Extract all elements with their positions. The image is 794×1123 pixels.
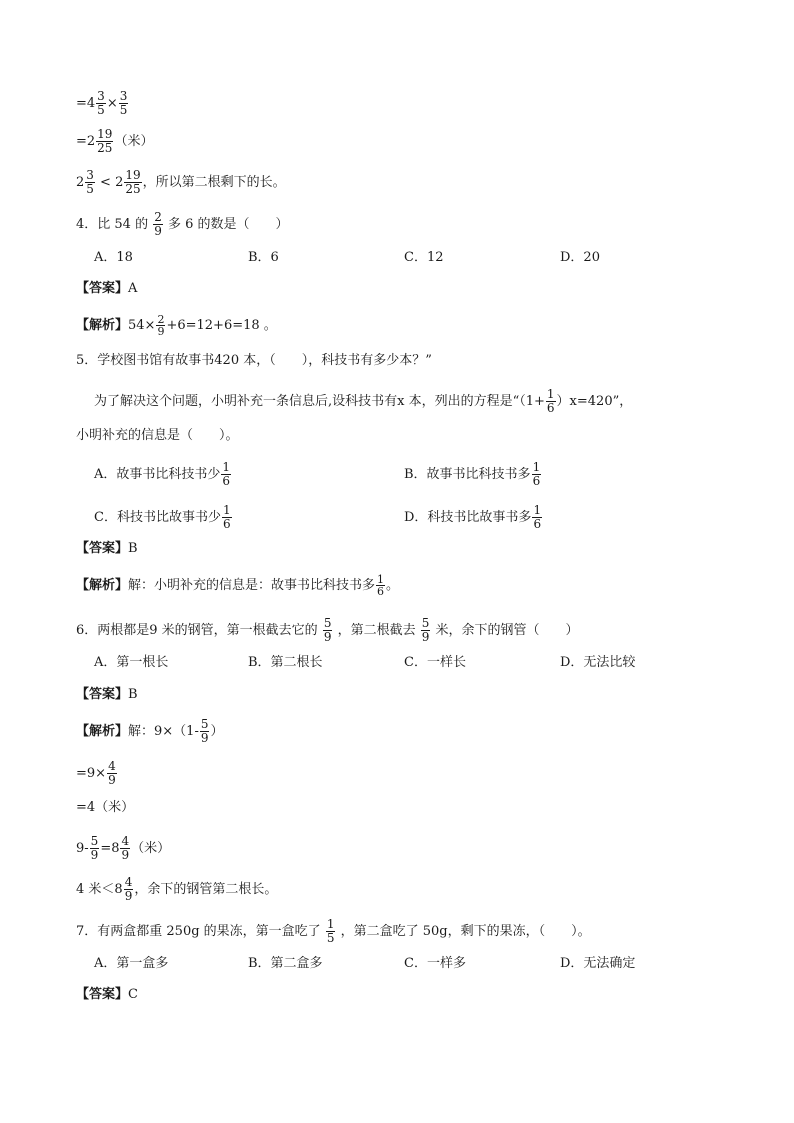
calc-line-1 [76, 90, 129, 117]
q6-answer [76, 686, 138, 704]
q7-option-d[interactable]: D．无法确定 [560, 956, 636, 971]
q5-option-a[interactable] [94, 461, 232, 488]
q6-option-b[interactable]: B．第二根长 [248, 655, 323, 670]
answer-tag: 【答案】 [76, 281, 129, 296]
q6-analysis-1 [76, 718, 224, 745]
fraction [124, 876, 134, 903]
fraction [119, 90, 129, 117]
fraction-denominator: 25 [125, 182, 141, 196]
analysis-tag: 【解析】 [76, 724, 129, 739]
question-6-stem [76, 617, 579, 644]
q5-option-d[interactable] [404, 504, 543, 531]
fraction-numerator: 1 [377, 573, 385, 586]
fraction-denominator: 9 [90, 848, 99, 862]
q4-option-d[interactable]: D．20 [560, 250, 600, 265]
fraction-numerator: 1 [533, 503, 542, 517]
q4-answer [76, 280, 137, 298]
option-label: B．故事书比科技书多 [404, 467, 531, 482]
option-label: C．科技书比故事书少 [94, 510, 221, 525]
calc-text: =2 [76, 134, 96, 149]
q4-option-c[interactable]: C．12 [404, 250, 444, 265]
question-text: ，第二盒吃了 50g，剩下的果冻，（ ）。 [340, 924, 591, 939]
fraction-denominator: 5 [119, 103, 128, 117]
q7-answer [76, 986, 138, 1004]
fraction [153, 211, 163, 238]
fraction-denominator: 6 [222, 474, 231, 488]
option-label: D．科技书比故事书多 [404, 510, 532, 525]
fraction [156, 314, 165, 337]
calc-text: 2 [76, 175, 85, 190]
analysis-text: 。 [386, 578, 400, 593]
question-5-line-3: 小明补充的信息是（ ）。 [76, 428, 239, 443]
q6-option-c[interactable]: C．一样长 [404, 655, 466, 670]
fraction-numerator: 1 [532, 460, 541, 474]
option-label: A．故事书比科技书少 [94, 467, 221, 482]
fraction-denominator: 6 [222, 517, 231, 531]
question-7-stem [76, 918, 591, 945]
q6-analysis-4 [76, 835, 170, 862]
fraction [85, 169, 95, 196]
analysis-text: =9× [76, 766, 107, 781]
fraction-numerator: 5 [323, 616, 332, 630]
fraction-denominator: 6 [377, 585, 385, 598]
fraction [326, 918, 336, 945]
q4-analysis [76, 314, 277, 337]
analysis-text: 解：小明补充的信息是：故事书比科技书多 [128, 578, 376, 593]
fraction [124, 169, 141, 196]
fraction [90, 835, 100, 862]
calc-line-3 [76, 169, 286, 196]
fraction [421, 617, 431, 644]
fraction-numerator: 2 [157, 313, 165, 326]
fraction-denominator: 5 [86, 182, 94, 196]
answer-value: C [128, 987, 138, 1002]
fraction [376, 574, 385, 597]
fraction-denominator: 5 [326, 931, 335, 945]
q7-option-c[interactable]: C．一样多 [404, 956, 466, 971]
analysis-text: 9- [76, 841, 89, 856]
fraction-denominator: 25 [97, 141, 113, 155]
question-text: 多 6 的数是（ ） [168, 217, 289, 232]
fraction [323, 617, 333, 644]
answer-tag: 【答案】 [76, 541, 129, 556]
fraction-denominator: 9 [200, 731, 209, 745]
fraction-denominator: 5 [97, 103, 105, 117]
question-5-line-2 [94, 388, 632, 415]
q7-option-a[interactable]: A．第一盒多 [94, 956, 169, 971]
question-text: 4．比 54 的 [76, 217, 149, 232]
analysis-text: （米） [131, 841, 171, 856]
fraction [532, 461, 542, 488]
fraction-numerator: 19 [125, 168, 141, 182]
analysis-text: +6=12+6=18 。 [166, 318, 277, 333]
answer-value: B [128, 687, 138, 702]
fraction-denominator: 9 [421, 630, 430, 644]
fraction-numerator: 4 [124, 875, 133, 889]
analysis-text: 54× [128, 318, 156, 333]
fraction-numerator: 4 [108, 759, 116, 773]
q6-analysis-5 [76, 876, 277, 903]
fraction [546, 388, 556, 415]
fraction-numerator: 5 [200, 717, 209, 731]
question-text: 7．有两盒都重 250g 的果冻，第一盒吃了 [76, 924, 321, 939]
q5-option-c[interactable] [94, 504, 233, 531]
calc-line-2 [76, 128, 153, 155]
q6-option-d[interactable]: D．无法比较 [560, 655, 636, 670]
question-5-stem: 5．学校图书馆有故事书420 本，（ ），科技书有多少本？” [76, 353, 432, 368]
q6-analysis-3: =4（米） [76, 800, 135, 815]
fraction-denominator: 6 [532, 474, 541, 488]
answer-tag: 【答案】 [76, 687, 129, 702]
q5-analysis [76, 574, 399, 597]
fraction-numerator: 5 [421, 616, 430, 630]
calc-text: （米） [114, 134, 154, 149]
analysis-text: 4 米＜8 [76, 882, 123, 897]
fraction-numerator: 19 [97, 127, 113, 141]
calc-text: < 2 [95, 175, 124, 190]
q6-option-a[interactable]: A．第一根长 [94, 655, 169, 670]
question-text: 为了解决这个问题，小明补充一条信息后,设科技书有x 本，列出的方程是“（1+ [94, 394, 545, 409]
q5-answer [76, 540, 138, 558]
q5-option-b[interactable] [404, 461, 542, 488]
fraction-numerator: 4 [121, 834, 130, 848]
analysis-text: ，余下的钢管第二根长。 [134, 882, 278, 897]
calc-text: ，所以第二根剩下的长。 [142, 175, 286, 190]
fraction-numerator: 3 [97, 89, 105, 103]
fraction-numerator: 2 [154, 210, 162, 224]
question-text: ，第二根截去 [337, 623, 416, 638]
answer-value: B [128, 541, 138, 556]
fraction-denominator: 9 [323, 630, 332, 644]
fraction [200, 718, 210, 745]
fraction-denominator: 6 [546, 401, 555, 415]
question-text: ）x=420”， [556, 394, 633, 409]
answer-tag: 【答案】 [76, 987, 129, 1002]
q4-option-a[interactable]: A．18 [94, 250, 133, 265]
fraction-denominator: 9 [154, 224, 162, 238]
fraction-denominator: 9 [124, 889, 133, 903]
q7-option-b[interactable]: B．第二盒多 [248, 956, 323, 971]
analysis-tag: 【解析】 [76, 578, 129, 593]
fraction-numerator: 5 [90, 834, 99, 848]
question-4-stem [76, 211, 289, 238]
fraction [120, 835, 130, 862]
fraction [222, 504, 232, 531]
calc-text: × [106, 96, 118, 111]
fraction-denominator: 9 [108, 773, 116, 787]
fraction-denominator: 9 [121, 848, 130, 862]
fraction-numerator: 1 [222, 460, 231, 474]
analysis-text: =8 [100, 841, 120, 856]
fraction-numerator: 1 [546, 387, 555, 401]
fraction-numerator: 3 [86, 168, 94, 182]
fraction-numerator: 1 [222, 503, 231, 517]
fraction [221, 461, 231, 488]
q4-option-b[interactable]: B．6 [248, 250, 279, 265]
fraction-denominator: 6 [533, 517, 542, 531]
fraction-numerator: 3 [119, 89, 128, 103]
analysis-text: 解：9×（1- [128, 724, 199, 739]
analysis-tag: 【解析】 [76, 318, 129, 333]
fraction-denominator: 9 [157, 325, 165, 338]
fraction [107, 760, 117, 787]
analysis-text: ） [210, 724, 224, 739]
fraction-numerator: 1 [326, 917, 335, 931]
question-text: 米，余下的钢管（ ） [435, 623, 579, 638]
fraction [96, 128, 113, 155]
answer-value: A [128, 281, 138, 296]
question-text: 6．两根都是9 米的钢管，第一根截去它的 [76, 623, 318, 638]
fraction [96, 90, 106, 117]
fraction [532, 504, 542, 531]
calc-text: =4 [76, 96, 96, 111]
q6-analysis-2 [76, 760, 118, 787]
